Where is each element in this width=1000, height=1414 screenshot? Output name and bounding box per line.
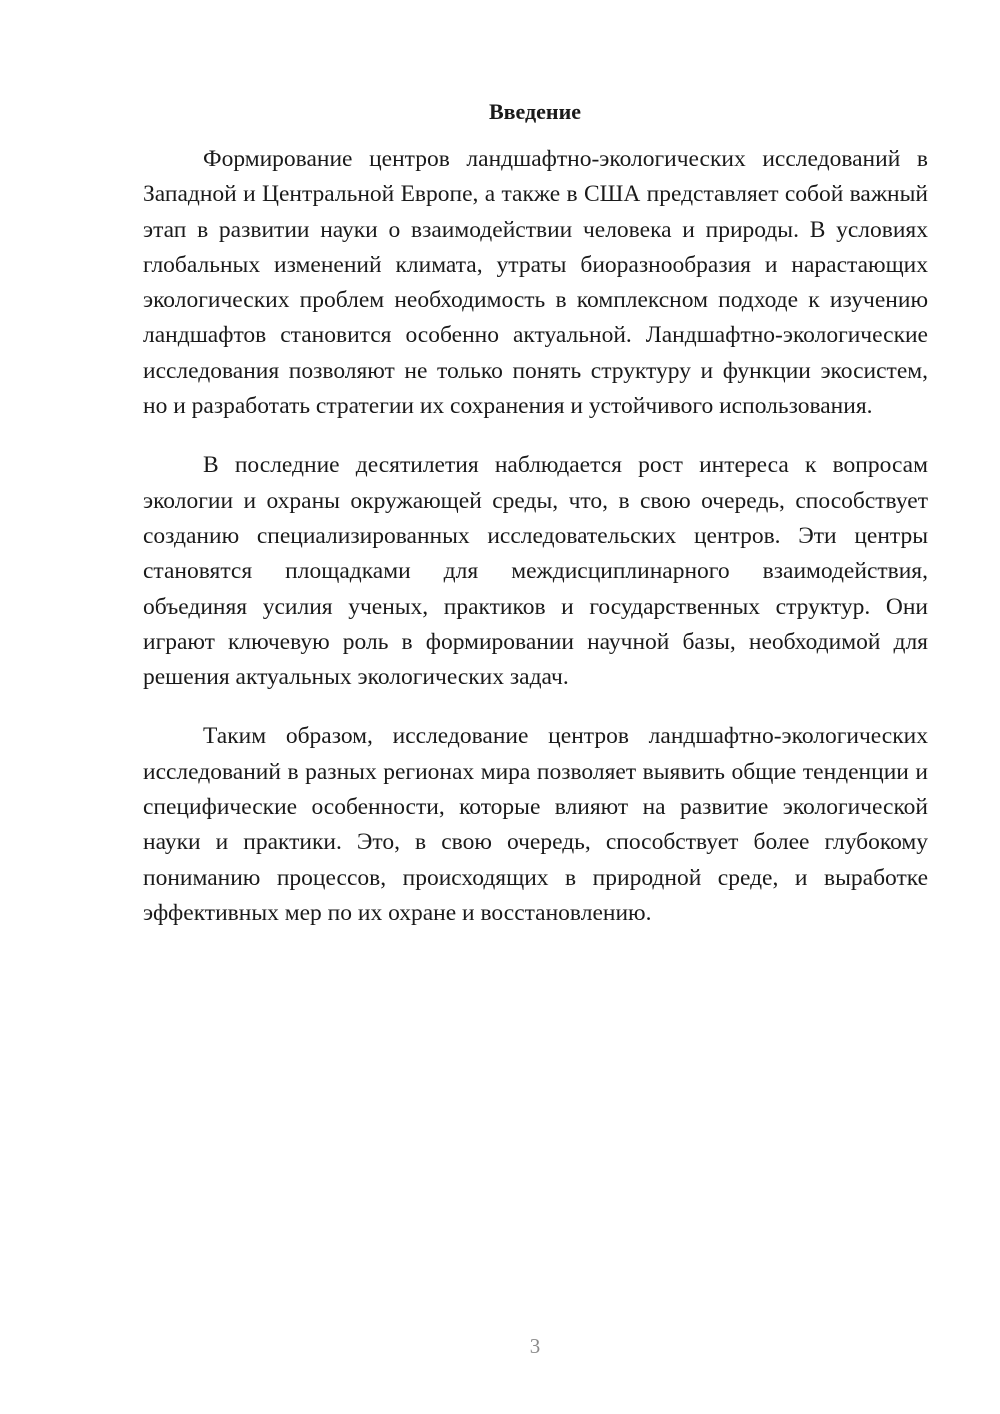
section-title: Введение (488, 99, 582, 124)
paragraph-3: Таким образом, исследование центров ландшафтно-экологических исследований в разных регионах мира позволяет выявить общие тенденции и специфические особенности, которые влияют на развитие экологической науки и практики. Это, в свою очередь, способствует более глубокому пониманию процессов, происходящих в природной среде, и выработке эффективных мер по их охране и восстановлению. (143, 723, 928, 926)
paragraph-1: Формирование центров ландшафтно-экологических исследований в Западной и Центральной Европе, а также в США представляет собой важный этап в развитии науки о взаимодействии человека и природы. В условиях глобальных изменений климата, утраты биоразнообразия и нарастающих экологических проблем необходимость в комплексном подходе к изучению ландшафтов становится особенно актуальной. Ландшафтно-экологические исследования позволяют не только понять структуру и функции экосистем, но и разработать стратегии их сохранения и устойчивого использования. (143, 146, 928, 420)
paragraph-2: В последние десятилетия наблюдается рост интереса к вопросам экологии и охраны окружающей среды, что, в свою очередь, способствует созданию специализированных исследовательских центров. Эти центры становятся площадками для междисциплинарного взаимодействия, объединяя усилия ученых, практиков и государственных структур. Они играют ключевую роль в формировании научной базы, необходимой для решения актуальных экологических задач. (143, 452, 928, 691)
page-number: 3 (529, 1334, 541, 1358)
body-text (143, 142, 928, 955)
